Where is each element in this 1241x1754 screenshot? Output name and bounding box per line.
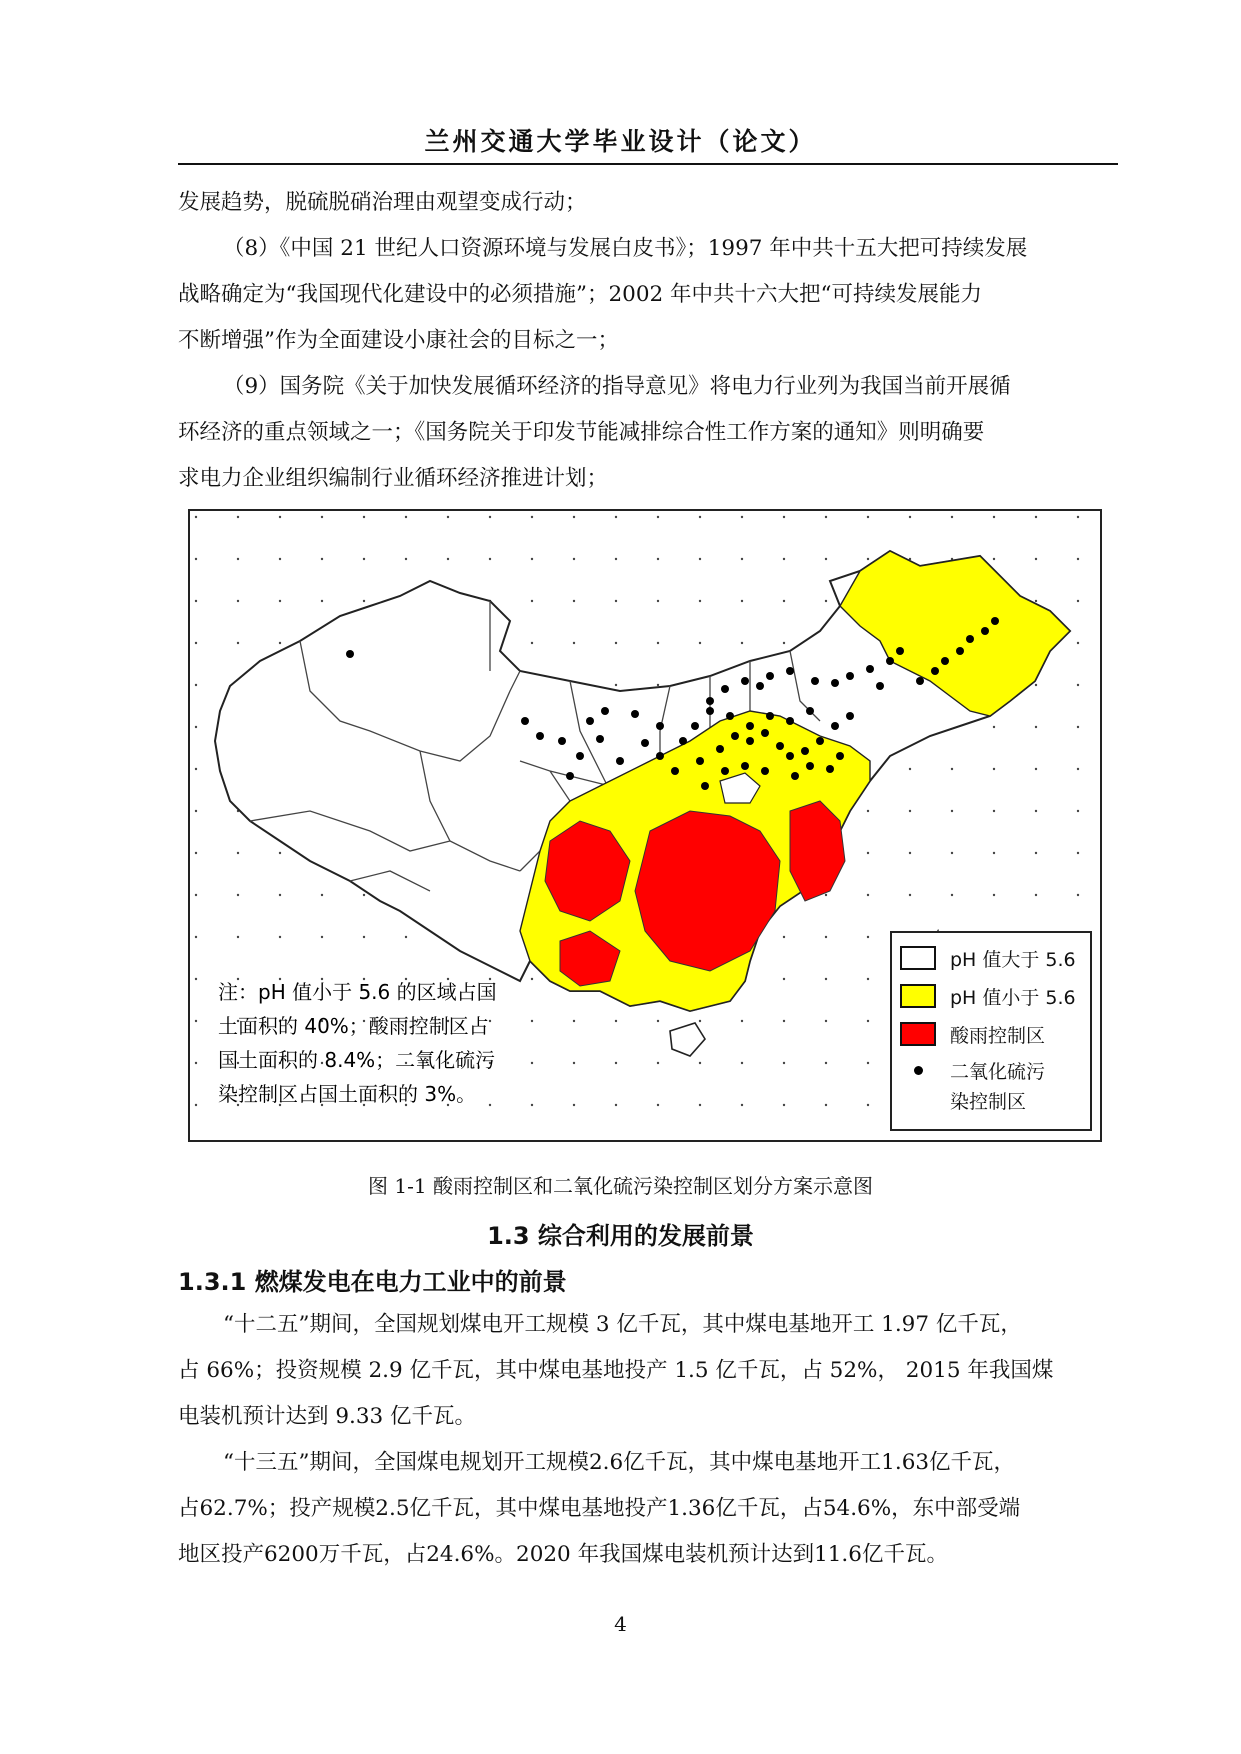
so2-dot	[656, 722, 664, 730]
so2-dot	[756, 682, 764, 690]
so2-dot	[766, 712, 774, 720]
so2-dot	[706, 697, 714, 705]
paragraph-line: “十二五”期间，全国规划煤电开工规模 3 亿千瓦，其中煤电基地开工 1.97 亿千瓦，	[223, 1312, 1022, 1337]
so2-dot	[916, 677, 924, 685]
legend-label: 染控制区	[950, 1090, 1027, 1113]
page-header-title: 兰州交通大学毕业设计（论文）	[424, 127, 817, 156]
so2-dot	[721, 685, 729, 693]
paragraph-line: （9）国务院《关于加快发展循环经济的指导意见》将电力行业列为我国当前开展循	[223, 374, 1011, 399]
map-note-line: 国土面积的 8.4%；二氧化硫污	[218, 1048, 496, 1072]
legend-label: 二氧化硫污	[950, 1060, 1046, 1083]
so2-dot	[941, 657, 949, 665]
so2-dot	[601, 707, 609, 715]
so2-dot	[831, 722, 839, 730]
so2-dot	[726, 712, 734, 720]
so2-dot	[631, 710, 639, 718]
so2-dot	[826, 765, 834, 773]
acid-rain-map-figure	[188, 509, 1102, 1142]
so2-dot	[741, 762, 749, 770]
so2-dot	[731, 732, 739, 740]
so2-dot	[761, 729, 769, 737]
so2-dot	[801, 747, 809, 755]
legend-dot-icon	[900, 1058, 936, 1082]
paragraph-line: 电装机预计达到 9.33 亿千瓦。	[178, 1404, 477, 1429]
so2-dot	[616, 757, 624, 765]
paragraph-line: （8）《中国 21 世纪人口资源环境与发展白皮书》；1997 年中共十五大把可持续发展	[223, 236, 1028, 261]
so2-dot	[776, 742, 784, 750]
so2-dot	[766, 672, 774, 680]
paragraph-line: 求电力企业组织编制行业循环经济推进计划；	[178, 466, 609, 491]
paragraph-line: 战略确定为“我国现代化建设中的必须措施”；2002 年中共十六大把“可持续发展能力	[178, 282, 983, 307]
so2-dot	[576, 752, 584, 760]
paragraph-line: 地区投产6200万千瓦，占24.6%。2020 年我国煤电装机预计达到11.6亿千瓦。	[178, 1542, 948, 1567]
legend-item-acid-rain	[900, 1019, 1045, 1049]
map-note	[218, 975, 497, 1111]
map-legend	[890, 931, 1092, 1131]
section-heading: 1.3 综合利用的发展前景	[487, 1222, 754, 1250]
legend-item-so2	[900, 1055, 1045, 1085]
so2-dot	[786, 667, 794, 675]
so2-dot	[761, 767, 769, 775]
so2-dot	[886, 657, 894, 665]
map-note-line: 染控制区占国土面积的 3%。	[218, 1082, 477, 1106]
so2-dot	[816, 737, 824, 745]
so2-dot	[696, 757, 704, 765]
so2-dot	[896, 647, 904, 655]
so2-dot	[641, 739, 649, 747]
so2-dot	[966, 635, 974, 643]
legend-item-ph-below	[900, 981, 1076, 1011]
paragraph-line: 占62.7%；投产规模2.5亿千瓦，其中煤电基地投产1.36亿千瓦，占54.6%，东中部受端	[178, 1496, 1021, 1521]
map-note-line: 土面积的 40%；酸雨控制区占	[218, 1014, 489, 1038]
so2-dot	[956, 647, 964, 655]
so2-dot	[691, 722, 699, 730]
so2-dot	[876, 682, 884, 690]
legend-label: pH 值大于 5.6	[950, 948, 1076, 971]
header-rule	[178, 163, 1118, 165]
legend-item-ph-above	[900, 943, 1076, 973]
so2-dot	[846, 672, 854, 680]
so2-dot	[786, 717, 794, 725]
legend-label: 酸雨控制区	[950, 1024, 1046, 1047]
so2-dot	[806, 707, 814, 715]
so2-dot	[846, 712, 854, 720]
so2-dot	[746, 737, 754, 745]
so2-dot	[716, 745, 724, 753]
so2-dot	[791, 772, 799, 780]
paragraph-line: 不断增强”作为全面建设小康社会的目标之一；	[178, 328, 619, 353]
paragraph-line: 发展趋势，脱硫脱硝治理由观望变成行动；	[178, 190, 587, 215]
map-note-line: 注：pH 值小于 5.6 的区域占国	[218, 980, 497, 1004]
paragraph-line: “十三五”期间，全国煤电规划开工规模2.6亿千瓦，其中煤电基地开工1.63亿千瓦，	[223, 1450, 1016, 1475]
so2-dot	[806, 762, 814, 770]
legend-swatch-red	[900, 1022, 936, 1046]
page-number: 4	[614, 1612, 627, 1636]
so2-dot	[706, 707, 714, 715]
legend-item-so2-cont	[950, 1085, 1026, 1115]
so2-dot	[701, 782, 709, 790]
so2-dot	[566, 772, 574, 780]
so2-dot	[346, 650, 354, 658]
paragraph-line: 占 66%；投资规模 2.9 亿千瓦，其中煤电基地投产 1.5 亿千瓦，占 52%， 2015 年我国煤	[178, 1358, 1054, 1383]
so2-dot	[656, 752, 664, 760]
so2-dot	[981, 627, 989, 635]
so2-dot	[931, 667, 939, 675]
legend-swatch-white	[900, 946, 936, 970]
so2-dot	[746, 722, 754, 730]
so2-dot	[866, 665, 874, 673]
so2-dot	[991, 617, 999, 625]
so2-dot	[721, 767, 729, 775]
so2-dot	[741, 677, 749, 685]
so2-dot	[521, 717, 529, 725]
so2-dot	[786, 752, 794, 760]
so2-dot	[671, 767, 679, 775]
legend-swatch-yellow	[900, 984, 936, 1008]
so2-dot	[558, 737, 566, 745]
so2-dot	[679, 737, 687, 745]
so2-dot	[811, 677, 819, 685]
subsection-heading: 1.3.1 燃煤发电在电力工业中的前景	[178, 1268, 567, 1296]
figure-caption: 图 1-1 酸雨控制区和二氧化硫污染控制区划分方案示意图	[368, 1174, 873, 1198]
so2-dot	[596, 735, 604, 743]
so2-dot	[536, 732, 544, 740]
so2-dot	[831, 679, 839, 687]
so2-dot	[836, 752, 844, 760]
legend-label: pH 值小于 5.6	[950, 986, 1076, 1009]
so2-dot	[586, 717, 594, 725]
paragraph-line: 环经济的重点领域之一；《国务院关于印发节能减排综合性工作方案的通知》则明确要	[178, 420, 985, 445]
